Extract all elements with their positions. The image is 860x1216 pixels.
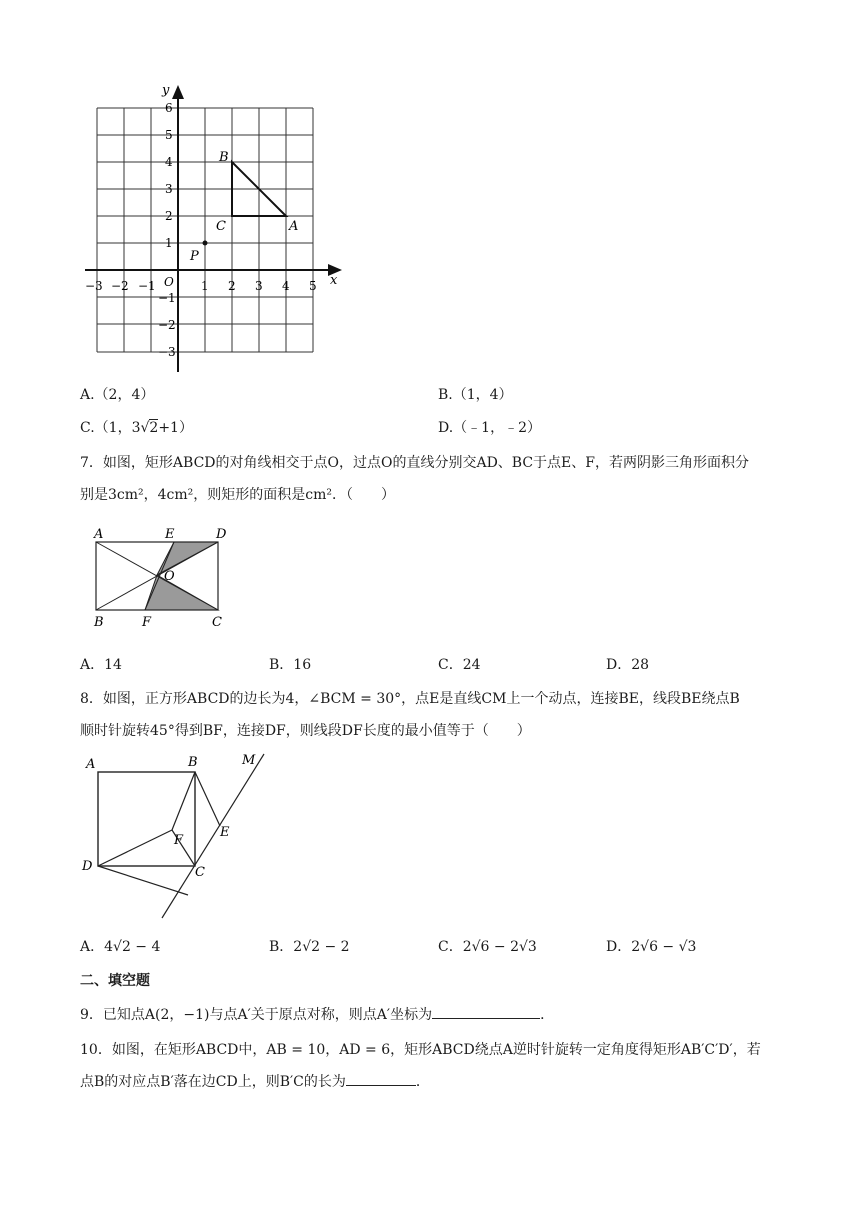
q6-ytick: 1 xyxy=(165,236,173,250)
q7-option-c[interactable]: C．24 xyxy=(438,657,481,673)
q7-label-o: O xyxy=(164,569,175,584)
q8-option-d-label: D． xyxy=(606,939,632,955)
q6-ytick: −2 xyxy=(158,318,176,332)
sqrt-symbol: √ xyxy=(140,420,150,436)
q6-xtick: −3 xyxy=(85,279,103,293)
q6-option-c-radicand: 2 xyxy=(149,420,159,436)
q8-label-f: F xyxy=(174,833,184,848)
q6-xtick: 2 xyxy=(228,279,236,293)
q6-option-c-suffix: +1） xyxy=(158,420,193,436)
q6-ytick: −3 xyxy=(158,345,176,359)
q6-ytick: −1 xyxy=(158,291,176,305)
q8-option-a-expr: 4√2 − 4 xyxy=(104,939,161,955)
q8-option-b-label: B． xyxy=(269,939,294,955)
q8-option-d-expr: 2√6 − √3 xyxy=(631,939,697,955)
q6-xtick: −2 xyxy=(111,279,129,293)
q6-xtick: 4 xyxy=(282,279,290,293)
q10-answer-blank[interactable] xyxy=(346,1071,416,1086)
q6-xtick: −1 xyxy=(138,279,156,293)
q6-label-a: A xyxy=(289,219,299,234)
q6-option-b[interactable]: B.（1，4） xyxy=(438,387,513,403)
q10-stem-text: 点B的对应点B′落在边CD上，则B′C的长为 xyxy=(80,1074,346,1090)
q9-answer-blank[interactable] xyxy=(432,1004,540,1019)
q6-option-c[interactable] xyxy=(80,417,193,437)
q8-option-c[interactable] xyxy=(438,936,537,956)
q8-option-a-label: A． xyxy=(80,939,105,955)
q8-option-c-expr: 2√6 − 2√3 xyxy=(462,939,537,955)
q8-label-a: A xyxy=(86,757,96,772)
q8-option-d[interactable] xyxy=(606,936,696,956)
q10-stem-end: ． xyxy=(415,1074,430,1090)
q6-ytick: 2 xyxy=(165,209,173,223)
q7-label-d: D xyxy=(216,527,227,542)
q6-option-c-prefix: C.（1，3 xyxy=(80,420,141,436)
q7-label-f: F xyxy=(142,615,152,630)
q7-rectangle-figure xyxy=(86,522,236,632)
q6-origin-label: O xyxy=(164,275,174,289)
q8-label-b: B xyxy=(188,755,198,770)
q7-option-b[interactable]: B．16 xyxy=(269,657,312,673)
q6-label-c: C xyxy=(216,219,226,234)
q6-ytick: 4 xyxy=(165,155,173,169)
q6-point-p xyxy=(203,241,208,246)
q6-label-p: P xyxy=(190,249,199,264)
q6-coordinate-figure xyxy=(80,80,350,380)
q6-ytick: 5 xyxy=(165,128,173,142)
q8-square-figure xyxy=(80,748,280,923)
q8-stem-line1: 8．如图，正方形ABCD的边长为4，∠BCM = 30°，点E是直线CM上一个动点，连接BE，线段BE绕点B xyxy=(80,691,740,707)
q9-stem-text: 9．已知点A(2，−1)与点A′关于原点对称，则点A′坐标为 xyxy=(80,1007,433,1023)
q7-label-e: E xyxy=(165,527,175,542)
q7-stem-line1: 7．如图，矩形ABCD的对角线相交于点O，过点O的直线分别交AD、BC于点E、F，若两阴影三角形面积分 xyxy=(80,455,749,471)
q8-stem-line2: 顺时针旋转45°得到BF，连接DF，则线段DF长度的最小值等于（ ） xyxy=(80,723,531,739)
q6-xtick: 3 xyxy=(255,279,263,293)
section-title-fill-in: 二、填空题 xyxy=(80,973,150,989)
q9-stem-end: ． xyxy=(540,1007,555,1023)
q6-option-a[interactable]: A.（2，4） xyxy=(80,387,155,403)
q6-axis-y-label: y xyxy=(162,83,170,98)
q7-shaded-triangle-bottom xyxy=(145,575,218,610)
q8-option-c-label: C． xyxy=(438,939,463,955)
q6-label-b: B xyxy=(219,150,229,165)
q8-square xyxy=(98,772,195,866)
q7-label-a: A xyxy=(94,527,104,542)
q8-label-m: M xyxy=(242,753,256,768)
q6-xtick: 5 xyxy=(309,279,317,293)
q7-label-b: B xyxy=(94,615,104,630)
q8-label-e: E xyxy=(220,825,230,840)
q9-stem xyxy=(80,1004,554,1024)
q6-ytick: 3 xyxy=(165,182,173,196)
q8-label-d: D xyxy=(82,859,93,874)
q6-y-arrow xyxy=(172,85,184,99)
q6-axis-x-label: x xyxy=(330,273,338,288)
q10-stem-line2 xyxy=(80,1071,430,1091)
q8-option-b-expr: 2√2 − 2 xyxy=(293,939,350,955)
q6-xtick: 1 xyxy=(201,279,209,293)
q6-grid xyxy=(97,108,313,352)
q10-stem-line1: 10．如图，在矩形ABCD中，AB = 10，AD = 6，矩形ABCD绕点A逆时针旋转一定角度得矩形AB′C′D′，若 xyxy=(80,1042,761,1058)
q8-option-b[interactable] xyxy=(269,936,350,956)
q7-option-d[interactable]: D．28 xyxy=(606,657,650,673)
q7-option-a[interactable]: A．14 xyxy=(80,657,122,673)
q8-option-a[interactable] xyxy=(80,936,160,956)
q6-ytick: 6 xyxy=(165,101,173,115)
q7-label-c: C xyxy=(212,615,222,630)
q6-option-d[interactable]: D.（﹣1，﹣2） xyxy=(438,420,541,436)
q8-label-c: C xyxy=(195,865,205,880)
q7-stem-line2: 别是3cm²，4cm²，则矩形的面积是cm²．（ ） xyxy=(80,487,395,503)
